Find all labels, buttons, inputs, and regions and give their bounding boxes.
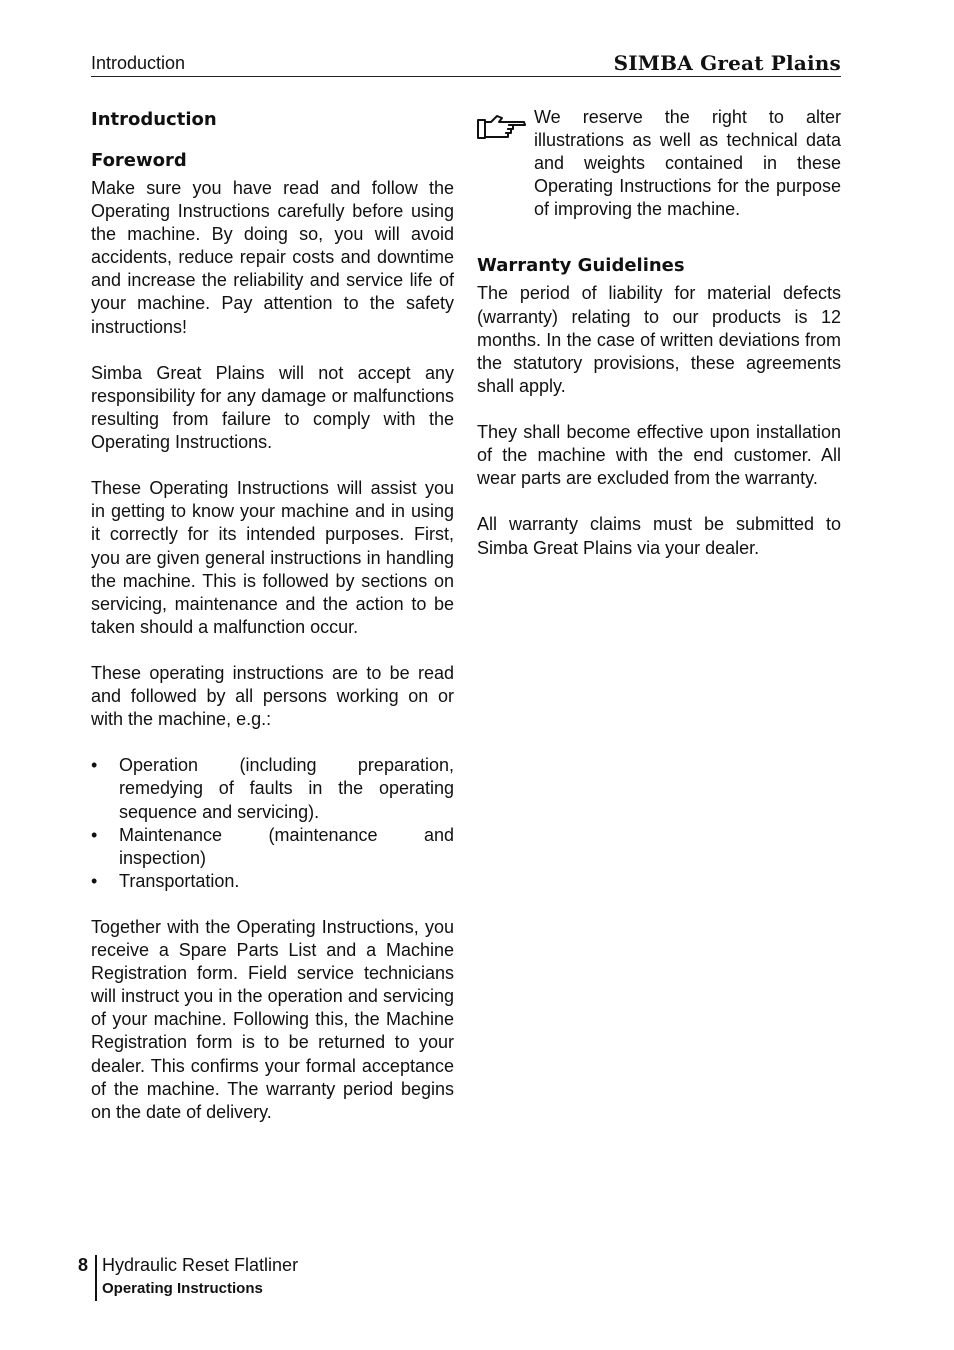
list-item-text: Transportation.: [119, 870, 240, 891]
heading-foreword: Foreword: [91, 150, 187, 171]
paragraph-spare-parts: Together with the Operating Instructions, you receive a Spare Parts List and a Machine Registration form. Field service technicians will instruct you in the operation and servicing of your machine. Following this, the Machine Registration form is to be returned to your dealer. This confirms your formal acceptance of the machine. The warranty period begins on the date of delivery.: [91, 917, 454, 1122]
bullet-list: [91, 754, 454, 893]
bullet-icon: •: [91, 755, 98, 776]
heading-warranty: Warranty Guidelines: [477, 255, 685, 277]
list-item-text: Operation (including preparation, remedying of faults in the operating sequence and servicing).: [119, 755, 454, 822]
bullet-icon: •: [91, 870, 98, 891]
paragraph-warranty-effective: They shall become effective upon installation of the machine with the end customer. All wear parts are excluded from the warranty.: [477, 422, 841, 489]
paragraph-warranty-claims: All warranty claims must be submitted to Simba Great Plains via your dealer.: [477, 514, 841, 558]
list-item: [91, 870, 454, 893]
note-text: We reserve the right to alter illustrations as well as technical data and weights contained in these Operating Instructions for the purpose of improving the machine.: [534, 107, 841, 220]
page-header: [91, 50, 841, 77]
left-column: [91, 106, 454, 1147]
list-item-text: Maintenance (maintenance and inspection): [119, 824, 454, 868]
header-section-title: Introduction: [91, 53, 186, 73]
paragraph-foreword: Make sure you have read and follow the Operating Instructions carefully before using the machine. By doing so, you will avoid accidents, reduce repair costs and downtime and increase the reliability and service life of your machine. Pay attention to the safety instructions!: [91, 178, 454, 337]
footer-title: Hydraulic Reset Flatliner: [102, 1255, 299, 1275]
bullet-icon: •: [91, 824, 98, 845]
list-item: [91, 824, 454, 870]
heading-introduction: Introduction: [91, 109, 217, 130]
footer-subtitle: Operating Instructions: [102, 1280, 263, 1297]
footer-divider: [95, 1255, 97, 1301]
list-item: [91, 754, 454, 823]
paragraph-assist: These Operating Instructions will assist you in getting to know your machine and in using it correctly for its intended purposes. First, you are given general instructions in handling the machine. This is followed by sections on servicing, maintenance and the action to be taken should a malfunction occur.: [91, 478, 454, 637]
note-block: [477, 106, 841, 221]
paragraph-persons: These operating instructions are to be read and followed by all persons working on or with the machine, e.g.:: [91, 662, 454, 730]
brand-logo: SIMBA Great Plains: [613, 51, 841, 75]
right-column: [477, 106, 841, 583]
paragraph-warranty-period: The period of liability for material defects (warranty) relating to our products is 12 months. In the case of written deviations from the statutory provisions, these agreements shall apply.: [477, 283, 841, 396]
paragraph-liability: Simba Great Plains will not accept any responsibility for any damage or malfunctions resulting from failure to comply with the Operating Instructions.: [91, 362, 454, 453]
pointing-hand-icon: [477, 112, 527, 140]
page-number: 8: [78, 1255, 89, 1275]
